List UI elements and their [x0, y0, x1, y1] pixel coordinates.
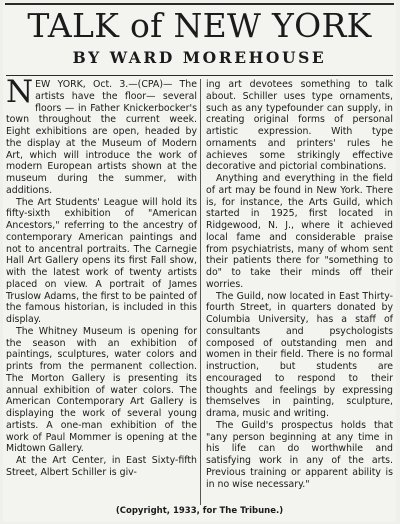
column-divider	[200, 79, 201, 505]
headline: TALK of NEW YORK	[27, 6, 372, 45]
copyright-line: (Copyright, 1933, for The Tribune.)	[115, 506, 284, 516]
paragraph-art-center-continued: ing art devotees something to talk about. Schiller uses type ornaments, such as any typefounder can supply, in creating original forms of personal artistic expression. With type ornaments and printers' rules he achieves some strikingly effective decorative and pictorial combinations.	[206, 79, 393, 173]
byline: BY WARD MOREHOUSE	[72, 48, 327, 67]
paragraph-arts-guild: Anything and everything in the field of art may be found in New York. There is, for instance, the Arts Guild, which started in 1925, first located in Ridgewood, N. J., where it achieved local fame and considerable praise from psychiatrists, many of whom sent their patients there for "something to do" to take their minds off their worries.	[206, 173, 393, 290]
newspaper-clipping	[3, 2, 396, 522]
header-rule	[6, 75, 393, 76]
column-right	[206, 79, 393, 490]
drop-cap: N	[6, 74, 34, 110]
paragraph-guild-location: The Guild, now located in East Thirty-fourth Street, in quarters donated by Columbia University, has a staff of consultants and psychologists composed of outstanding men and women in their field. There is no formal instruction, but students are encouraged to respond to their thoughts and feelings by expressing themselves in painting, sculpture, drama, music and writing.	[206, 290, 393, 419]
lead-text: EW YORK, Oct. 3.—(CPA)— The artists have the floor— several floors — in Father Knickerbocker's town throughout the current week. Eight exhibitions are open, headed by the display at the Museum of Modern Art, which will introduce the work of modern European artists shown at the museum during the summer, with additions.	[6, 79, 197, 196]
paragraph-art-students-league: The Art Students' League will hold its fifty-sixth exhibition of "American Ancestors," referring to the ancestry of contemporary American paintings and not to ancentral portraits. The Carnegie Hall Art Gallery opens its first Fall show, with the latest work of twenty artists placed on view. A portrait of James Truslow Adams, the first to be painted of the famous historian, is included in this display.	[6, 196, 197, 325]
top-rule	[5, 3, 394, 5]
paragraph-art-center: At the Art Center, in East Sixty-fifth Street, Albert Schiller is giv-	[6, 455, 197, 478]
lead-paragraph	[6, 74, 197, 197]
paragraph-guild-prospectus: The Guild's prospectus holds that "any person beginning at any time in his life can do worthwhile and satisfying work in any of the arts. Previous training or apparent ability is in no wise necessary."	[206, 419, 393, 490]
paragraph-whitney-museum: The Whitney Museum is opening for the season with an exhibition of paintings, sculptures, water colors and prints from the permanent collection. The Morton Gallery is presenting its annual exhibition of water colors. The American Contemporary Art Gallery is displaying the work of several young artists. A one-man exhibition of the work of Paul Mommer is opening at the Midtown Gallery.	[6, 325, 197, 455]
column-left	[6, 74, 197, 479]
